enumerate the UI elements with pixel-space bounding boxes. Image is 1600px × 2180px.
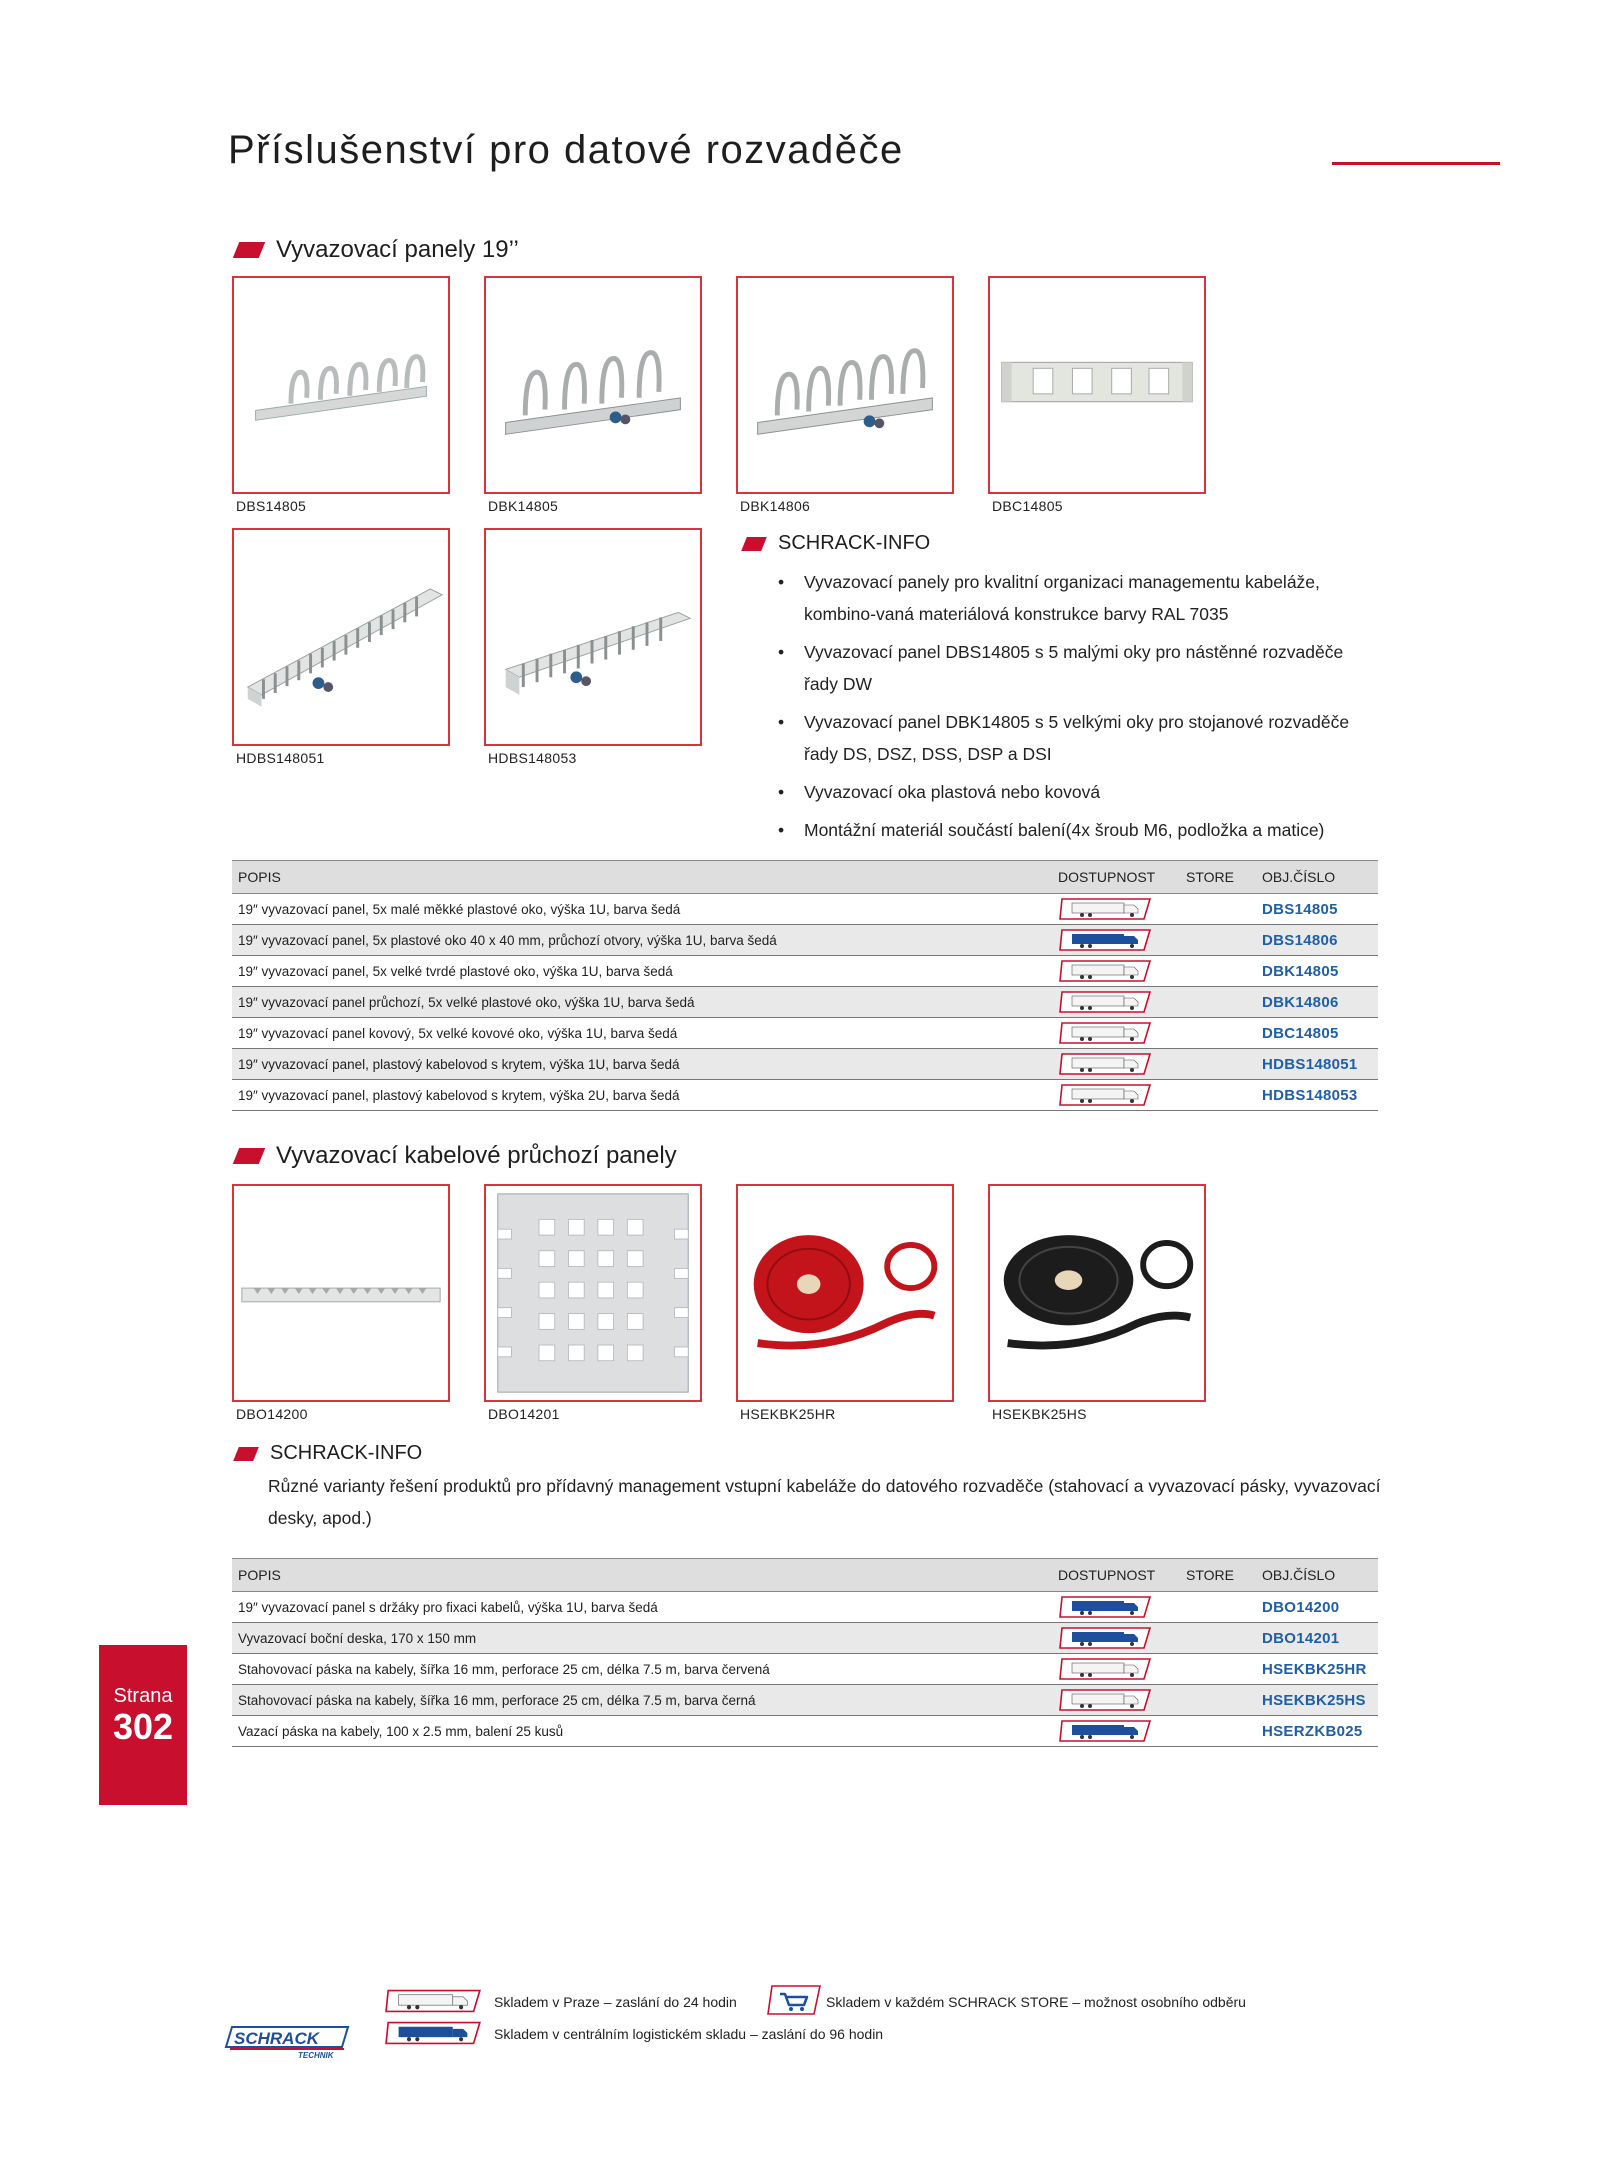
section-marker-icon	[233, 1148, 265, 1164]
truck-praha-icon	[384, 1988, 484, 2014]
metal-loop-panel-icon	[990, 278, 1204, 492]
page-label: Strana	[113, 1685, 173, 1707]
section2-title: Vyvazovací kabelové průchozí panely	[276, 1142, 677, 1169]
store-cell	[1180, 1049, 1256, 1080]
product-code: HSEKBK25HR	[740, 1406, 836, 1422]
availability-cell	[1052, 1080, 1180, 1111]
col-header-popis: POPIS	[232, 861, 1052, 894]
page-title: Příslušenství pro datové rozvaděče	[228, 128, 904, 172]
product-image-dbk14806	[736, 276, 954, 494]
legend-central: Skladem v centrálním logistickém skladu – zaslání do 96 hodin	[494, 2026, 884, 2042]
table-row	[232, 1080, 1378, 1111]
table-row	[232, 956, 1378, 987]
order-code[interactable]: DBK14806	[1256, 987, 1378, 1018]
col-header-obj-cislo: OBJ.ČÍSLO	[1256, 861, 1378, 894]
row-description: 19″ vyvazovací panel, 5x malé měkké plastové oko, výška 1U, barva šedá	[232, 894, 1052, 925]
order-code[interactable]: DBO14201	[1256, 1623, 1378, 1654]
order-code[interactable]: HSEKBK25HR	[1256, 1654, 1378, 1685]
truck-central-icon	[1058, 928, 1154, 952]
page-number-tab	[99, 1645, 187, 1805]
info-item: • Vyvazovací panel DBK14805 s 5 velkými oky pro stojanové rozvaděče řady DS, DSZ, DSS, DSP a DSI	[778, 706, 1378, 770]
row-description: 19″ vyvazovací panel průchozí, 5x velké plastové oko, výška 1U, barva šedá	[232, 987, 1052, 1018]
info-item: • Vyvazovací oka plastová nebo kovová	[778, 776, 1378, 808]
legend-store: Skladem v každém SCHRACK STORE – možnost osobního odběru	[826, 1994, 1246, 2010]
info-item: • Vyvazovací panel DBS14805 s 5 malými oky pro nástěnné rozvaděče řady DW	[778, 636, 1378, 700]
order-code[interactable]: HSERZKB025	[1256, 1716, 1378, 1747]
row-description: 19″ vyvazovací panel, plastový kabelovod s krytem, výška 2U, barva šedá	[232, 1080, 1052, 1111]
order-code[interactable]: DBC14805	[1256, 1018, 1378, 1049]
row-description: Stahovovací páska na kabely, šířka 16 mm, perforace 25 cm, délka 7.5 m, barva červená	[232, 1654, 1052, 1685]
store-cell	[1180, 956, 1256, 987]
table-row	[232, 1592, 1378, 1623]
store-cell	[1180, 1623, 1256, 1654]
store-cell	[1180, 1080, 1256, 1111]
section1-title: Vyvazovací panely 19’’	[276, 236, 519, 263]
availability-cell	[1052, 956, 1180, 987]
product-code: DBO14200	[236, 1406, 308, 1422]
row-description: 19″ vyvazovací panel s držáky pro fixaci kabelů, výška 1U, barva šedá	[232, 1592, 1052, 1623]
store-cell	[1180, 1716, 1256, 1747]
product-code: HDBS148053	[488, 750, 577, 766]
cable-duct-2u-icon	[486, 530, 700, 744]
col-header-dostupnost: DOSTUPNOST	[1052, 1559, 1180, 1592]
table-row	[232, 1654, 1378, 1685]
row-description: Vazací páska na kabely, 100 x 2.5 mm, balení 25 kusů	[232, 1716, 1052, 1747]
order-code[interactable]: HDBS148051	[1256, 1049, 1378, 1080]
product-image-hdbs148051	[232, 528, 450, 746]
info-item: • Vyvazovací panely pro kvalitní organizaci managementu kabeláže, kombino-vaná materiálová konstrukce barvy RAL 7035	[778, 566, 1378, 630]
product-image-dbk14805	[484, 276, 702, 494]
small-loop-bar-icon	[234, 278, 448, 492]
table-row	[232, 925, 1378, 956]
product-image-dbs14805	[232, 276, 450, 494]
schrack-info-title: SCHRACK-INFO	[270, 1442, 423, 1464]
store-cell	[1180, 894, 1256, 925]
availability-cell	[1052, 1049, 1180, 1080]
big-loop-bar-icon	[486, 278, 700, 492]
product-code: DBK14805	[488, 498, 559, 514]
truck-praha-icon	[1058, 1021, 1154, 1045]
availability-cell	[1052, 925, 1180, 956]
store-cell	[1180, 987, 1256, 1018]
product-image-hdbs148053	[484, 528, 702, 746]
svg-text:TECHNIK: TECHNIK	[298, 2051, 334, 2059]
store-cell	[1180, 1018, 1256, 1049]
row-description: 19″ vyvazovací panel, 5x velké tvrdé plastové oko, výška 1U, barva šedá	[232, 956, 1052, 987]
truck-central-icon	[384, 2020, 484, 2046]
schrack-logo	[224, 2025, 350, 2064]
truck-central-icon	[1058, 1719, 1154, 1743]
table-row	[232, 1049, 1378, 1080]
availability-cell	[1052, 987, 1180, 1018]
row-description: 19″ vyvazovací panel, 5x plastové oko 40 x 40 mm, průchozí otvory, výška 1U, barva šedá	[232, 925, 1052, 956]
availability-cell	[1052, 1018, 1180, 1049]
availability-cell	[1052, 1592, 1180, 1623]
col-header-store: STORE	[1180, 1559, 1256, 1592]
product-code: DBK14806	[740, 498, 811, 514]
section-marker-icon	[233, 1447, 259, 1461]
truck-praha-icon	[1058, 959, 1154, 983]
availability-cell	[1052, 894, 1180, 925]
table-row	[232, 1685, 1378, 1716]
col-header-store: STORE	[1180, 861, 1256, 894]
row-description: 19″ vyvazovací panel, plastový kabelovod s krytem, výška 1U, barva šedá	[232, 1049, 1052, 1080]
order-code[interactable]: DBO14200	[1256, 1592, 1378, 1623]
col-header-popis: POPIS	[232, 1559, 1052, 1592]
product-code: HSEKBK25HS	[992, 1406, 1087, 1422]
table-row	[232, 1716, 1378, 1747]
product-code: DBC14805	[992, 498, 1063, 514]
availability-cell	[1052, 1623, 1180, 1654]
big-loop-bar-perforated-icon	[738, 278, 952, 492]
page-number: 302	[112, 1706, 174, 1747]
table-row	[232, 987, 1378, 1018]
section1-heading	[236, 236, 519, 264]
black-velcro-roll-icon	[990, 1186, 1204, 1400]
table-row	[232, 894, 1378, 925]
schrack-logo-mark	[224, 2025, 350, 2059]
info-item: • Montážní materiál součástí balení(4x šroub M6, podložka a matice)	[778, 814, 1378, 846]
store-cell	[1180, 1592, 1256, 1623]
truck-praha-icon	[1058, 1657, 1154, 1681]
title-rule	[1332, 162, 1500, 165]
cable-duct-1u-icon	[234, 530, 448, 744]
col-header-dostupnost: DOSTUPNOST	[1052, 861, 1180, 894]
row-description: Stahovovací páska na kabely, šířka 16 mm, perforace 25 cm, délka 7.5 m, barva černá	[232, 1685, 1052, 1716]
truck-praha-icon	[1058, 1052, 1154, 1076]
schrack-info-text: Různé varianty řešení produktů pro přídavný management vstupní kabeláže do datového rozvaděče (stahovací a vyvazovací pásky, vyvazovací desky, apod.)	[268, 1476, 1381, 1528]
product-image-dbo14201	[484, 1184, 702, 1402]
order-code[interactable]: HDBS148053	[1256, 1080, 1378, 1111]
col-header-obj-cislo: OBJ.ČÍSLO	[1256, 1559, 1378, 1592]
truck-praha-icon	[1058, 990, 1154, 1014]
legend-praha: Skladem v Praze – zaslání do 24 hodin	[494, 1994, 737, 2010]
schrack-info-title: SCHRACK-INFO	[778, 532, 931, 554]
product-table-2	[232, 1558, 1378, 1747]
store-cell	[1180, 1654, 1256, 1685]
order-code[interactable]: DBS14805	[1256, 894, 1378, 925]
availability-cell	[1052, 1685, 1180, 1716]
product-table-1	[232, 860, 1378, 1111]
truck-praha-icon	[1058, 1688, 1154, 1712]
product-image-dbo14200	[232, 1184, 450, 1402]
table-row	[232, 1623, 1378, 1654]
availability-cell	[1052, 1654, 1180, 1685]
schrack-info-heading	[744, 532, 930, 555]
truck-praha-icon	[1058, 897, 1154, 921]
order-code[interactable]: DBK14805	[1256, 956, 1378, 987]
product-code: HDBS148051	[236, 750, 325, 766]
truck-praha-icon	[1058, 1083, 1154, 1107]
availability-cell	[1052, 1716, 1180, 1747]
section2-heading	[236, 1142, 677, 1170]
store-cell	[1180, 1685, 1256, 1716]
comb-bar-icon	[234, 1186, 448, 1400]
order-code[interactable]: DBS14806	[1256, 925, 1378, 956]
product-image-dbc14805	[988, 276, 1206, 494]
product-code: DBO14201	[488, 1406, 560, 1422]
product-image-hsekbk25hr	[736, 1184, 954, 1402]
store-cell	[1180, 925, 1256, 956]
schrack-info-heading-2	[236, 1442, 422, 1465]
product-image-hsekbk25hs	[988, 1184, 1206, 1402]
product-code: DBS14805	[236, 498, 307, 514]
order-code[interactable]: HSEKBK25HS	[1256, 1685, 1378, 1716]
svg-text:SCHRACK: SCHRACK	[234, 2029, 319, 2048]
schrack-info-list	[778, 566, 1378, 852]
section-marker-icon	[741, 537, 767, 551]
cart-store-icon	[766, 1984, 822, 2016]
row-description: Vyvazovací boční deska, 170 x 150 mm	[232, 1623, 1052, 1654]
truck-central-icon	[1058, 1595, 1154, 1619]
row-description: 19″ vyvazovací panel kovový, 5x velké kovové oko, výška 1U, barva šedá	[232, 1018, 1052, 1049]
section-marker-icon	[233, 242, 265, 258]
truck-central-icon	[1058, 1626, 1154, 1650]
red-velcro-roll-icon	[738, 1186, 952, 1400]
side-plate-icon	[486, 1186, 700, 1400]
table-row	[232, 1018, 1378, 1049]
